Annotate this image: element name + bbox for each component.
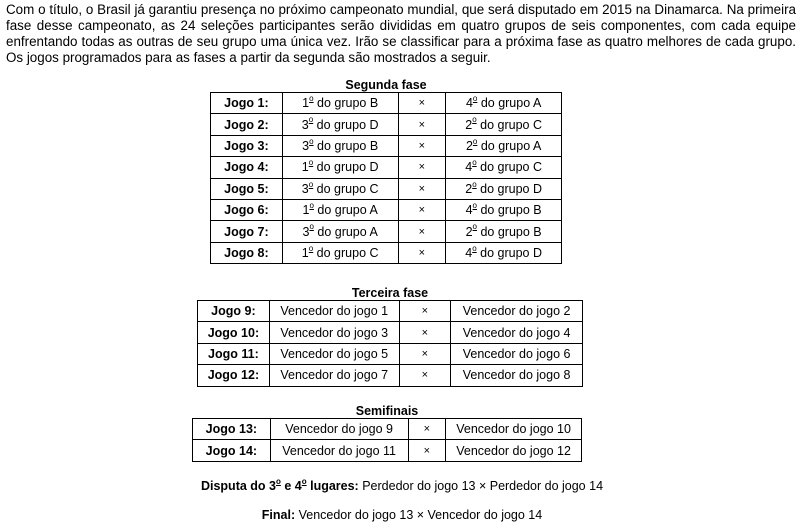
team-b-cell: 4$^o$ do grupo B bbox=[446, 199, 562, 220]
team-a-cell: 1$^o$ do grupo D bbox=[282, 157, 398, 178]
game-label: Jogo 12: bbox=[198, 365, 270, 386]
final-line bbox=[0, 508, 804, 522]
versus-symbol: × bbox=[398, 242, 446, 263]
table-row bbox=[198, 322, 583, 343]
team-a-cell: Vencedor do jogo 9 bbox=[270, 419, 408, 440]
third-place-line bbox=[0, 476, 804, 493]
game-label: Jogo 4: bbox=[211, 157, 283, 178]
team-a-cell: 3$^o$ do grupo A bbox=[282, 221, 398, 242]
game-label: Jogo 1: bbox=[211, 93, 283, 114]
team-b-cell: 4$^o$ do grupo A bbox=[446, 93, 562, 114]
team-b-cell: 2$^o$ do grupo B bbox=[446, 221, 562, 242]
game-label: Jogo 11: bbox=[198, 343, 270, 364]
second-phase-title: Segunda fase bbox=[345, 78, 427, 92]
table-row bbox=[211, 199, 562, 220]
table-row bbox=[211, 178, 562, 199]
versus-symbol: × bbox=[399, 343, 451, 364]
second-phase-table bbox=[210, 92, 562, 264]
table-row bbox=[193, 440, 582, 461]
versus-symbol: × bbox=[398, 178, 446, 199]
table-row bbox=[193, 419, 582, 440]
game-label: Jogo 14: bbox=[193, 440, 271, 461]
team-a-cell: 1$^o$ do grupo C bbox=[282, 242, 398, 263]
team-a-cell: Vencedor do jogo 11 bbox=[270, 440, 408, 461]
game-label: Jogo 2: bbox=[211, 114, 283, 135]
table-row bbox=[211, 93, 562, 114]
semifinals-title: Semifinais bbox=[355, 404, 419, 418]
third-place-label: Disputa do 3$^o$ e 4$^o$ lugares: bbox=[200, 476, 359, 493]
versus-symbol: × bbox=[398, 114, 446, 135]
versus-symbol: × bbox=[408, 440, 446, 461]
game-label: Jogo 13: bbox=[193, 419, 271, 440]
table-row bbox=[211, 221, 562, 242]
team-b-cell: Vencedor do jogo 2 bbox=[451, 301, 583, 322]
versus-symbol: × bbox=[399, 322, 451, 343]
team-a-cell: 1$^o$ do grupo B bbox=[282, 93, 398, 114]
game-label: Jogo 10: bbox=[198, 322, 270, 343]
table-row bbox=[198, 301, 583, 322]
versus-symbol: × bbox=[399, 365, 451, 386]
team-b-cell: Vencedor do jogo 4 bbox=[451, 322, 583, 343]
versus-symbol: × bbox=[398, 221, 446, 242]
third-place-text: Perdedor do jogo 13 × Perdedor do jogo 14 bbox=[358, 479, 604, 493]
team-b-cell: 4$^o$ do grupo C bbox=[446, 157, 562, 178]
final-label: Final: bbox=[261, 508, 296, 522]
game-label: Jogo 3: bbox=[211, 135, 283, 156]
intro-paragraph: Com o título, o Brasil já garantiu presença no próximo campeonato mundial, que será disputado em 2015 na Dinamarca. Na primeira fase desse campeonato, as 24 seleções participantes serão divididas em quatro grupos de seis componentes, com cada equipe enfrentando todas as outras de seu grupo uma única vez. Irão se classificar para a próxima fase as quatro melhores de cada grupo. Os jogos programados para as fases a partir da segunda são mostrados a seguir. bbox=[6, 2, 796, 65]
final-text: Vencedor do jogo 13 × Vencedor do jogo 14 bbox=[295, 508, 543, 522]
game-label: Jogo 6: bbox=[211, 199, 283, 220]
versus-symbol: × bbox=[408, 419, 446, 440]
versus-symbol: × bbox=[398, 157, 446, 178]
team-b-cell: Vencedor do jogo 6 bbox=[451, 343, 583, 364]
team-b-cell: 2$^o$ do grupo C bbox=[446, 114, 562, 135]
team-b-cell: 4$^o$ do grupo D bbox=[446, 242, 562, 263]
team-a-cell: 3$^o$ do grupo C bbox=[282, 178, 398, 199]
team-a-cell: 3$^o$ do grupo B bbox=[282, 135, 398, 156]
team-a-cell: 1$^o$ do grupo A bbox=[282, 199, 398, 220]
game-label: Jogo 7: bbox=[211, 221, 283, 242]
team-a-cell: Vencedor do jogo 1 bbox=[269, 301, 399, 322]
team-a-cell: 3$^o$ do grupo D bbox=[282, 114, 398, 135]
table-row bbox=[211, 135, 562, 156]
game-label: Jogo 9: bbox=[198, 301, 270, 322]
team-a-cell: Vencedor do jogo 3 bbox=[269, 322, 399, 343]
team-b-cell: 2$^o$ do grupo D bbox=[446, 178, 562, 199]
game-label: Jogo 5: bbox=[211, 178, 283, 199]
table-row bbox=[211, 242, 562, 263]
table-row bbox=[211, 157, 562, 178]
third-phase-table bbox=[197, 300, 583, 387]
versus-symbol: × bbox=[398, 135, 446, 156]
table-row bbox=[198, 365, 583, 386]
versus-symbol: × bbox=[398, 93, 446, 114]
team-b-cell: Vencedor do jogo 10 bbox=[446, 419, 582, 440]
team-b-cell: Vencedor do jogo 12 bbox=[446, 440, 582, 461]
versus-symbol: × bbox=[398, 199, 446, 220]
team-b-cell: Vencedor do jogo 8 bbox=[451, 365, 583, 386]
team-b-cell: 2$^o$ do grupo A bbox=[446, 135, 562, 156]
table-row bbox=[198, 343, 583, 364]
third-phase-title: Terceira fase bbox=[351, 286, 429, 300]
team-a-cell: Vencedor do jogo 7 bbox=[269, 365, 399, 386]
table-row bbox=[211, 114, 562, 135]
versus-symbol: × bbox=[399, 301, 451, 322]
game-label: Jogo 8: bbox=[211, 242, 283, 263]
team-a-cell: Vencedor do jogo 5 bbox=[269, 343, 399, 364]
semifinals-table bbox=[192, 418, 582, 462]
